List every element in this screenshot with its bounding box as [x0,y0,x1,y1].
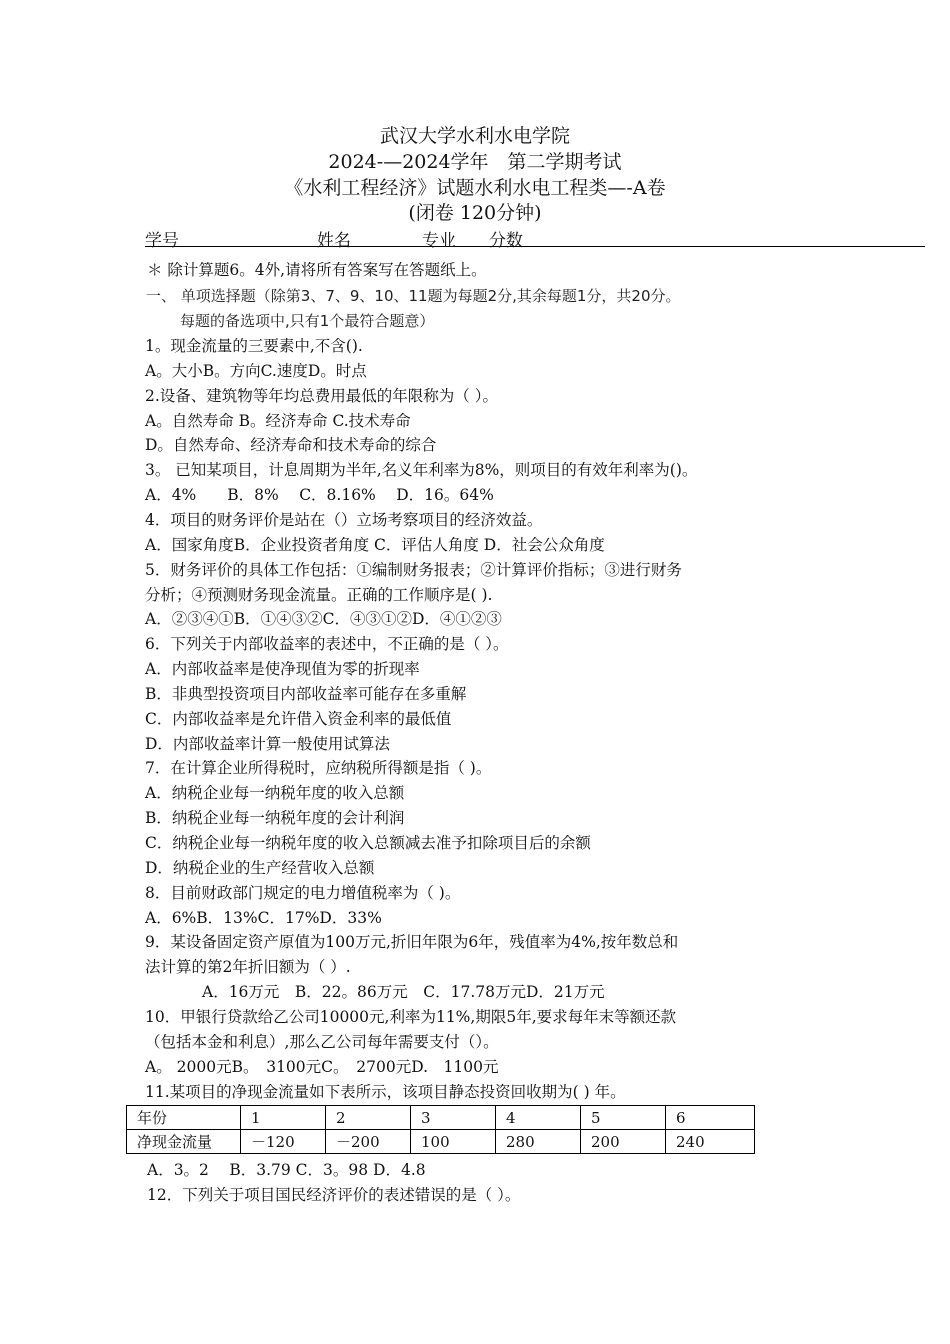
question-line: B．非典型投资项目内部收益率可能存在多重解 [145,685,467,703]
table-cell: －200 [326,1130,411,1154]
question-line: B．纳税企业每一纳税年度的会计利润 [145,809,405,827]
student-id-label: 学号 [145,231,179,251]
section-subtitle: 每题的备选项中,只有1个最符合题意） [180,312,435,330]
section-title: 一、 单项选择题（除第3、7、9、10、11题为每题2分,其余每题1分，共20分。 [146,287,681,305]
table-cell: 280 [496,1130,581,1154]
table-cell: 1 [241,1106,326,1130]
question-line: 9．某设备固定资产原值为100万元,折旧年限为6年，残值率为4%,按年数总和 [145,933,679,951]
question-line: 12．下列关于项目国民经济评价的表述错误的是（ ）。 [147,1186,521,1204]
question-line: A．内部收益率是使净现值为零的折现率 [145,660,420,678]
table-header-cell: 净现金流量 [127,1130,241,1154]
question-line: 3。 已知某项目，计息周期为半年,名义年利率为8%，则项目的有效年利率为()。 [145,461,698,479]
table-cell: 6 [666,1106,755,1130]
name-label: 姓名 [317,231,351,251]
question-line: D。自然寿命、经济寿命和技术寿命的综合 [145,436,437,454]
student-info-row [145,226,925,251]
question-line: A．16万元 B．22。86万元 C．17.78万元D．21万元 [202,983,605,1001]
question-line: 分析；④预测财务现金流量。正确的工作顺序是( ). [145,586,493,604]
question-line: A．4% B．8% C．8.16% D．16。64% [145,486,494,504]
table-cell: 5 [581,1106,666,1130]
question-line: D．内部收益率计算一般使用试算法 [145,735,390,753]
question-line: （包括本金和利息）,那么乙公司每年需要支付（）。 [145,1033,499,1051]
question-line: 1。现金流量的三要素中,不含(). [145,337,363,355]
question-line: 8．目前财政部门规定的电力增值税率为（ )。 [145,884,461,902]
question-line: A。自然寿命 B。经济寿命 C.技术寿命 [145,412,411,430]
instruction-note: ＊ 除计算题6。4外,请将所有答案写在答题纸上。 [147,261,487,279]
university-title: 武汉大学水利水电学院 [379,125,570,147]
exam-term: 2024-—2024学年 第二学期考试 [328,151,622,173]
major-label: 专业 [422,231,456,251]
question-line: 7．在计算企业所得税时，应纳税所得额是指（ )。 [145,759,492,777]
table-header-cell: 年份 [127,1106,241,1130]
exam-format: (闭卷 120分钟) [408,202,542,224]
table-row [127,1106,755,1130]
question-line: C．内部收益率是允许借入资金利率的最低值 [145,710,452,728]
table-cell: 3 [411,1106,496,1130]
question-line: 10．甲银行贷款给乙公司10000元,利率为11%,期限5年,要求每年末等额还款 [145,1008,677,1026]
question-line: 5．财务评价的具体工作包括：①编制财务报表；②计算评价指标；③进行财务 [145,561,682,579]
table-cell: 240 [666,1130,755,1154]
question-line: 法计算的第2年折旧额为（ ）. [145,958,351,976]
question-line: A．国家角度B．企业投资者角度 C．评估人角度 D．社会公众角度 [145,536,605,554]
question-line: C．纳税企业每一纳税年度的收入总额减去准予扣除项目后的余额 [145,834,591,852]
question-line: A．②③④①B．①④③②C．④③①②D．④①②③ [145,610,502,628]
table-cell: 100 [411,1130,496,1154]
table-cell: －120 [241,1130,326,1154]
question-line: A．纳税企业每一纳税年度的收入总额 [145,784,405,802]
table-row [127,1130,755,1154]
exam-title: 《水利工程经济》试题水利水电工程类—-A卷 [284,177,666,199]
question-line: 4．项目的财务评价是站在（）立场考察项目的经济效益。 [145,511,543,529]
question-line: A。 2000元B。 3100元C。 2700元D. 1100元 [145,1058,499,1076]
question-line: 6．下列关于内部收益率的表述中，不正确的是（ ）。 [145,635,509,653]
question-line: A。大小B。方向C.速度D。时点 [145,362,367,380]
table-cell: 200 [581,1130,666,1154]
cashflow-table [126,1105,755,1154]
question-line: A．6%B．13%C．17%D．33% [145,909,382,927]
table-cell: 4 [496,1106,581,1130]
question-line: D．纳税企业的生产经营收入总额 [145,859,375,877]
question-line: 2.设备、建筑物等年均总费用最低的年限称为（ ）。 [145,387,498,405]
question-line: 11.某项目的净现金流量如下表所示，该项目静态投资回收期为( ) 年。 [145,1083,626,1101]
answer-options-line: A．3。2 B．3.79 C．3。98 D．4.8 [147,1161,426,1179]
score-label: 分数 [489,231,523,251]
table-cell: 2 [326,1106,411,1130]
